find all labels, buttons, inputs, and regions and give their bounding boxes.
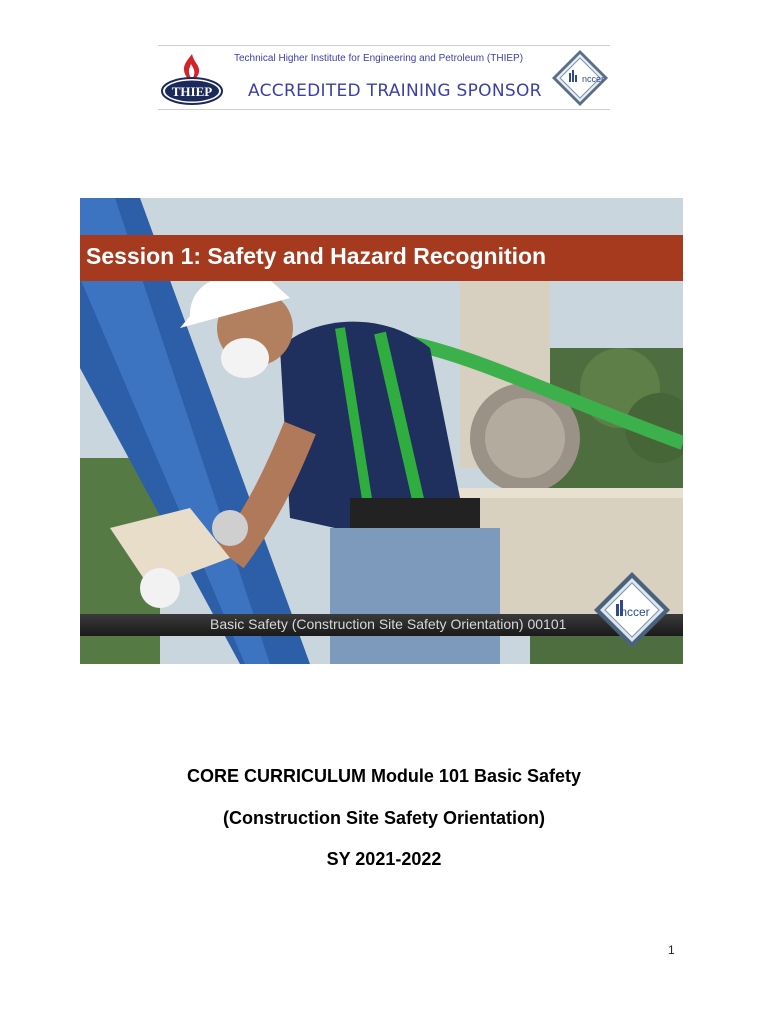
institute-name: Technical Higher Institute for Engineering and Petroleum (THIEP) — [234, 53, 524, 64]
nccer-logo — [550, 48, 610, 108]
page-number: 1 — [668, 943, 675, 957]
svg-text:nccer: nccer — [582, 74, 605, 84]
session-title: Session 1: Safety and Hazard Recognition — [86, 243, 547, 269]
svg-text:THIEP: THIEP — [171, 84, 213, 99]
module-subtitle: (Construction Site Safety Orientation) — [222, 808, 546, 828]
document-header — [158, 45, 610, 111]
header-top-rule — [158, 45, 610, 46]
header-bottom-rule — [158, 109, 610, 110]
accredited-sponsor-label: ACCREDITED TRAINING SPONSOR — [248, 81, 542, 101]
school-year: SY 2021-2022 — [326, 849, 442, 869]
thiep-logo — [160, 50, 224, 108]
cover-photo — [80, 198, 683, 664]
nccer-watermark-logo — [592, 570, 672, 650]
session-banner — [80, 235, 683, 281]
course-label: Basic Safety (Construction Site Safety Orientation) 00101 — [210, 616, 567, 632]
module-title: CORE CURRICULUM Module 101 Basic Safety — [186, 766, 582, 786]
svg-text:nccer: nccer — [620, 605, 650, 619]
